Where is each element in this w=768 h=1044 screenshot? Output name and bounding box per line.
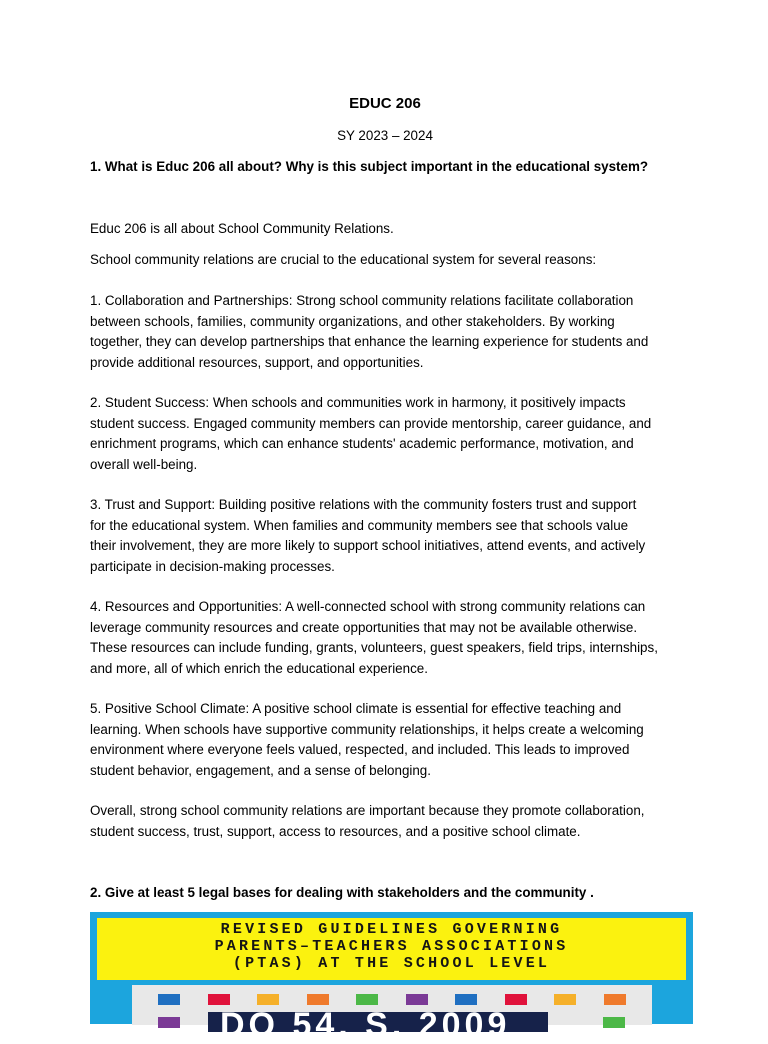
- reason-paragraph: [90, 495, 682, 577]
- question-2: 2. Give at least 5 legal bases for dealing with stakeholders and the community .: [90, 885, 594, 900]
- text-line: and more, all of which enrich the educational experience.: [90, 660, 428, 676]
- text-line: student success. Engaged community members can provide mentorship, career guidance, and: [90, 415, 652, 431]
- text-line: together, they can develop partnerships that enhance the learning experience for students and: [90, 334, 649, 349]
- text-line: 2. Student Success: When schools and communities work in harmony, it positively impacts: [90, 395, 626, 410]
- overall-paragraph: [90, 801, 682, 842]
- text-line: 3. Trust and Support: Building positive relations with the community fosters trust and support: [90, 497, 637, 512]
- color-square: [356, 994, 378, 1005]
- color-square: [307, 994, 329, 1005]
- intro-paragraph: Educ 206 is all about School Community Relations.: [90, 221, 394, 236]
- text-line: participate in decision-making processes.: [90, 558, 335, 574]
- order-number: DO 54, S. 2009: [220, 1006, 511, 1044]
- question-1: 1. What is Educ 206 all about? Why is this subject important in the educational system?: [90, 159, 649, 174]
- color-square: [158, 1017, 180, 1028]
- text-line: learning. When schools have supportive community relationships, it helps create a welcoming: [90, 721, 644, 737]
- text-line: overall well-being.: [90, 456, 198, 472]
- deped-order-image: [90, 912, 693, 1044]
- text-line: between schools, families, community organizations, and other stakeholders. By working: [90, 313, 615, 329]
- text-line: These resources can include funding, grants, volunteers, guest speakers, field trips, internships,: [90, 640, 658, 655]
- text-line: student behavior, engagement, and a sense of belonging.: [90, 762, 431, 778]
- reason-paragraph: [90, 291, 682, 373]
- text-line: provide additional resources, support, and opportunities.: [90, 354, 424, 370]
- text-line: student success, trust, support, access to resources, and a positive school climate.: [90, 823, 581, 839]
- poster-title-line: REVISED GUIDELINES GOVERNING: [220, 921, 563, 938]
- color-square: [257, 994, 279, 1005]
- text-line: enrichment programs, which can enhance students' academic performance, motivation, and: [90, 436, 634, 451]
- color-square: [208, 994, 230, 1005]
- reason-paragraph: [90, 597, 682, 679]
- color-square: [158, 994, 180, 1005]
- poster-title-line: PARENTS–TEACHERS ASSOCIATIONS: [214, 938, 569, 955]
- text-line: their involvement, they are more likely to support school initiatives, attend events, and actively: [90, 538, 646, 553]
- text-line: Overall, strong school community relations are important because they promote collaboration,: [90, 803, 645, 818]
- text-line: 1. Collaboration and Partnerships: Strong school community relations facilitate collaboration: [90, 293, 634, 308]
- text-line: for the educational system. When families and community members see that schools value: [90, 517, 629, 533]
- color-square: [554, 994, 576, 1005]
- school-year: SY 2023 – 2024: [337, 128, 433, 143]
- reasons-lead: School community relations are crucial to the educational system for several reasons:: [90, 252, 597, 267]
- poster-title-banner: [97, 918, 686, 980]
- color-square: [603, 1017, 625, 1028]
- color-square: [406, 994, 428, 1005]
- color-square: [505, 994, 527, 1005]
- reason-paragraph: [90, 699, 682, 781]
- color-square: [604, 994, 626, 1005]
- document-title: EDUC 206: [349, 95, 421, 112]
- text-line: leverage community resources and create opportunities that may not be available otherwise.: [90, 619, 638, 635]
- reason-paragraph: [90, 393, 682, 475]
- poster-title-line: (PTAS) AT THE SCHOOL LEVEL: [232, 955, 551, 972]
- text-line: 5. Positive School Climate: A positive school climate is essential for effective teaching and: [90, 701, 622, 716]
- text-line: 4. Resources and Opportunities: A well-connected school with strong community relations can: [90, 599, 646, 614]
- text-line: environment where everyone feels valued, respected, and included. This leads to improved: [90, 742, 630, 757]
- color-square: [455, 994, 477, 1005]
